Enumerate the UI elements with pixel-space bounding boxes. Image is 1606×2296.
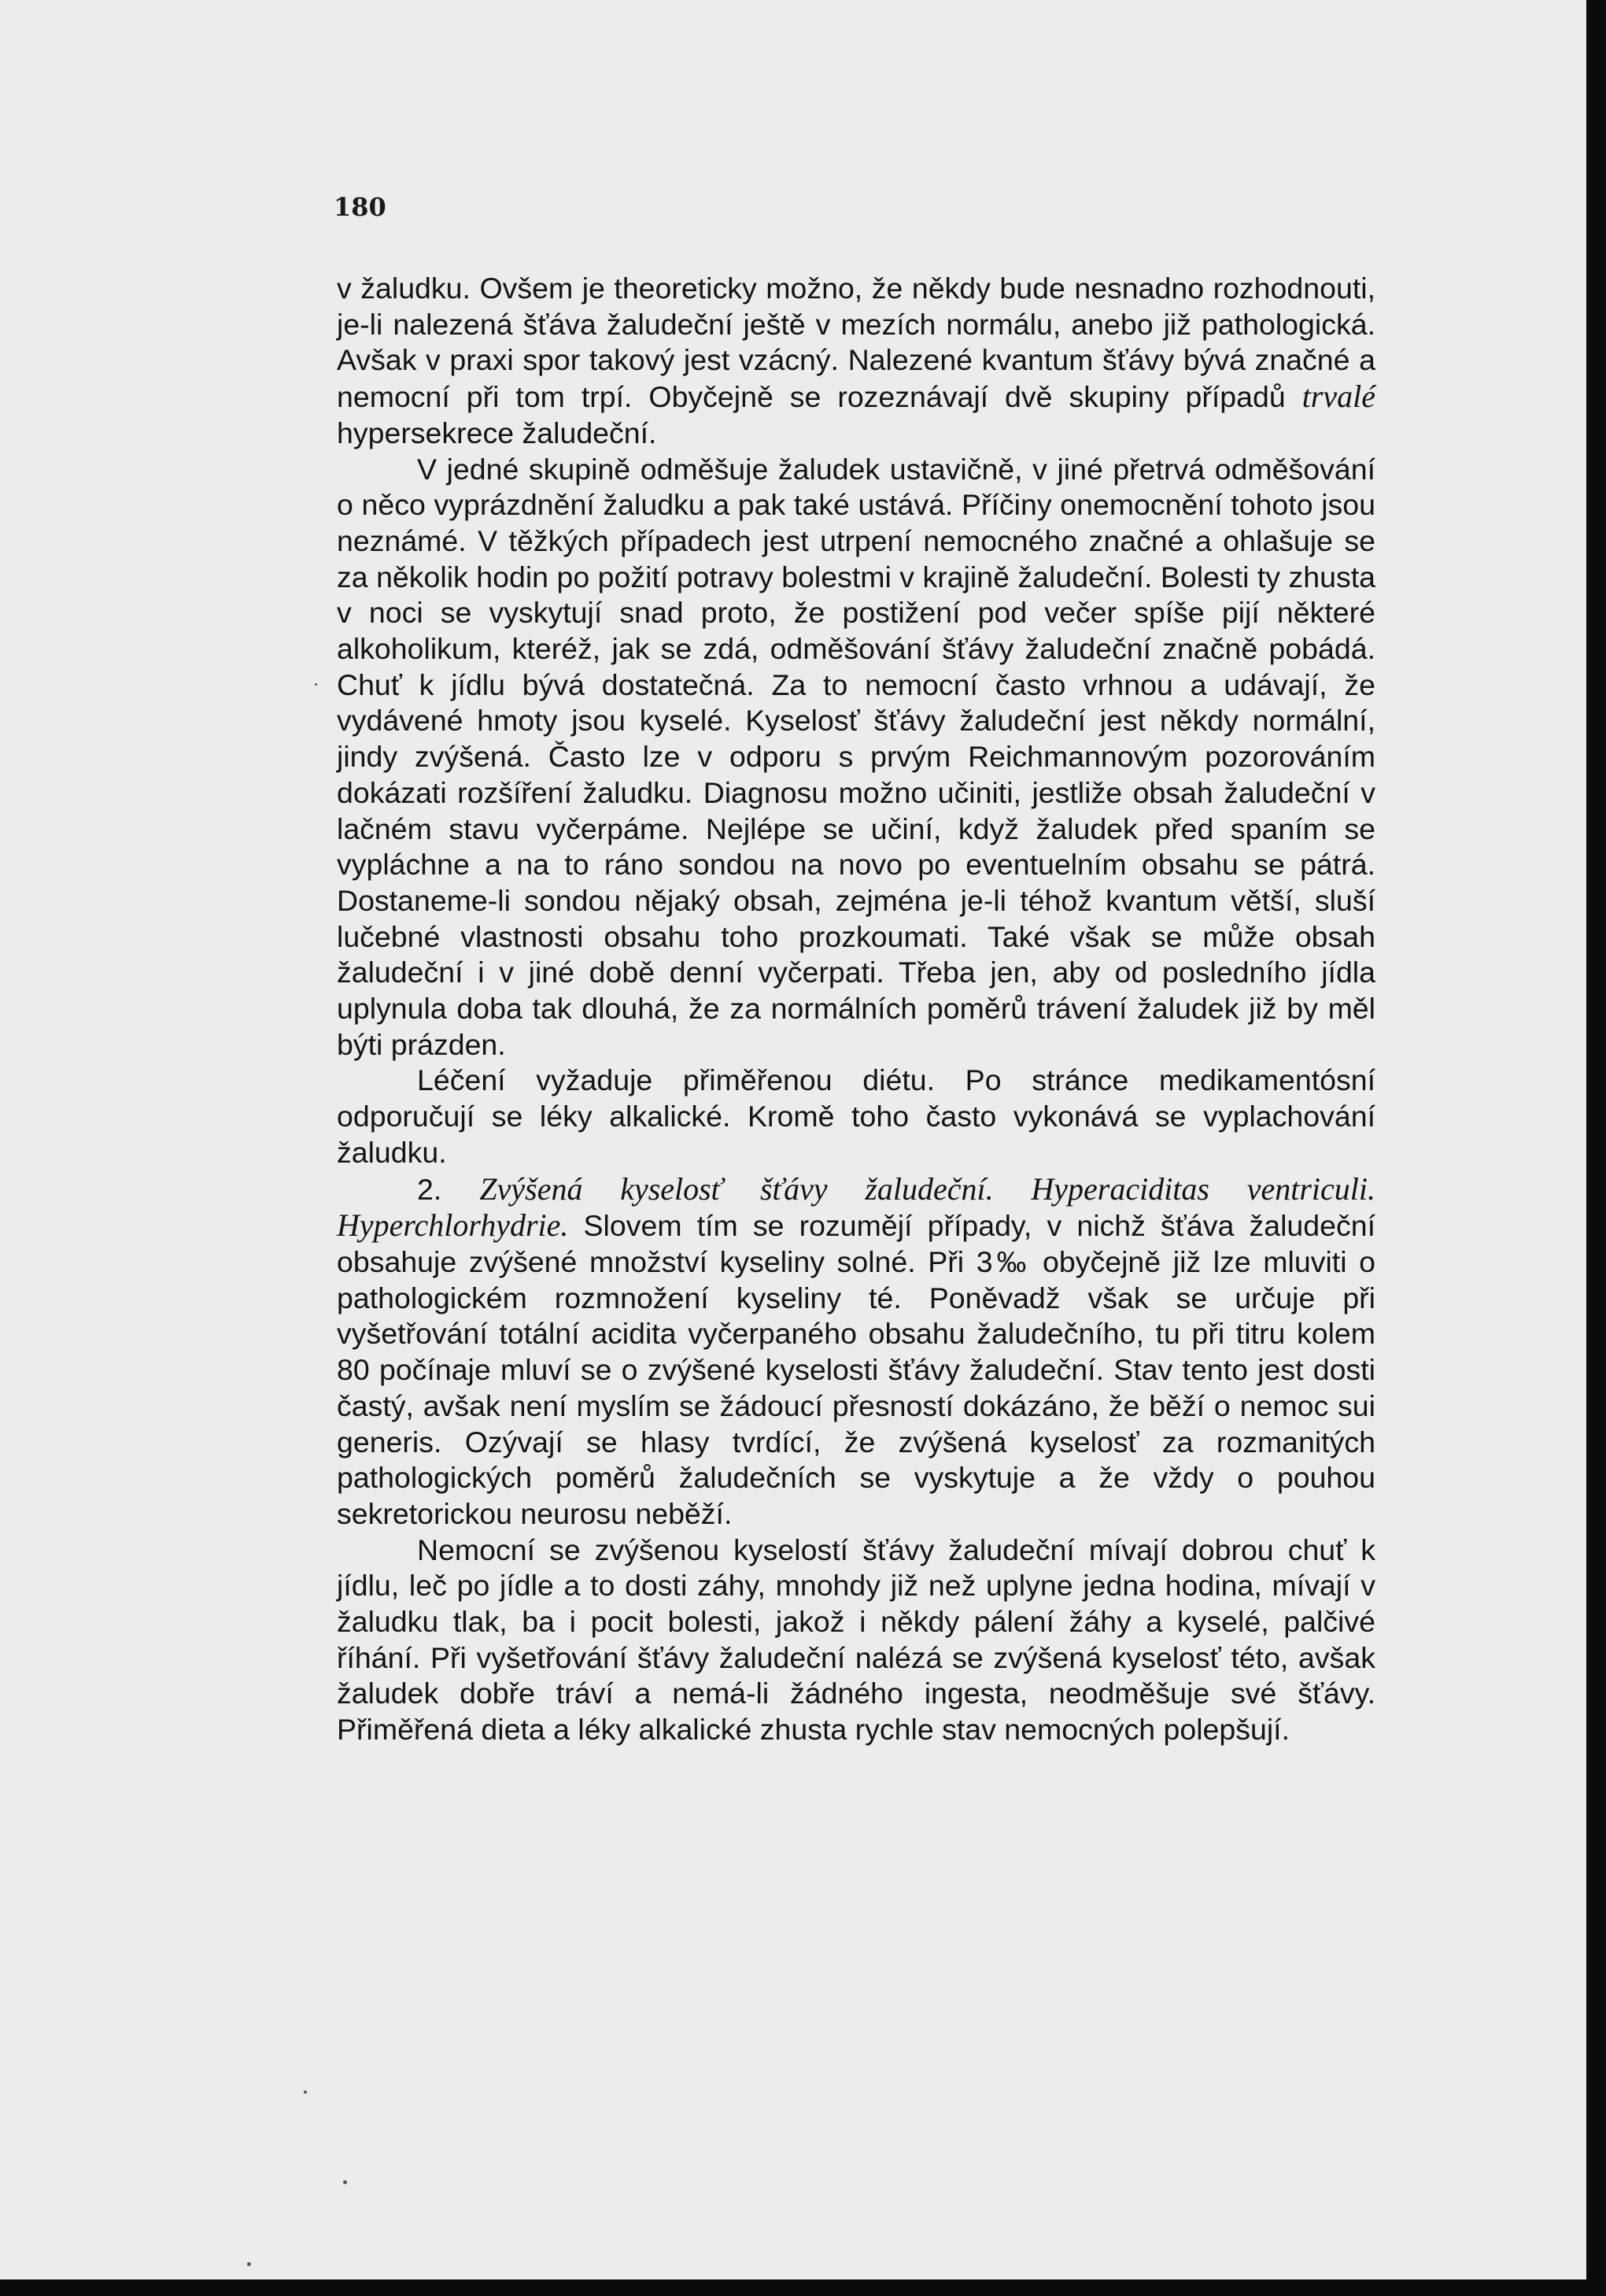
paragraph [337, 452, 1375, 1063]
paragraph [337, 1171, 1375, 1533]
emphasis-text: trvalé [1301, 379, 1375, 415]
text-run: V jedné skupině odměšuje žaludek ustavičně, v jiné přetrvá odměšování o něco vyprázdnění žaludku a pak také ustává. Příčiny onemocnění tohoto jsou neznámé. V těžkých případech jest utrpení nemocného značné a ohlašuje se za několik hodin po požití potravy bolestmi v krajině žaludeční. Bolesti ty zhusta v noci se vyskytují snad proto, že postižení pod večer spíše pijí některé alkoholikum, kteréž, jak se zdá, odměšování šťávy žaludeční značně pobádá. Chuť k jídlu bývá dostatečná. Za to nemocní často vrhnou a udávají, že vydávené hmoty jsou kyselé. Kyselosť šťávy žaludeční jest někdy normální, jindy zvýšená. Často lze v odporu s prvým Reichmannovým pozorováním dokázati rozšíření žaludku. Diagnosu možno učiniti, jestliže obsah žaludeční v lačném stavu vyčerpáme. Nejlépe se učiní, když žaludek před spaním se vypláchne a na to ráno sondou na novo po eventuelním obsahu se pátrá. Dostaneme-li sondou nějaký obsah, zejména je-li téhož kvantum větší, sluší lučebné vlastnosti obsahu toho prozkoumati. Také však se může obsah žaludeční i v jiné době denní vyčerpati. Třeba jen, aby od posledního jídla uplynula doba tak dlouhá, že za normálních poměrů trávení žaludek již by měl býti prázden. [337, 452, 1375, 1061]
page-number: 180 [334, 192, 386, 222]
text-run: 2. [417, 1172, 480, 1206]
text-run: Nemocní se zvýšenou kyselostí šťávy žaludeční mívají dobrou chuť k jídlu, leč po jídle a to dosti záhy, mnohdy již než uplyne jedna hodina, mívají v žaludku tlak, ba i pocit bolesti, jakož i někdy pálení žáhy a kyselé, palčivé říhání. Při vyšetřování šťávy žaludeční nalézá se zvýšená kyselosť této, avšak žaludek dobře tráví a nemá-li žádného ingesta, neodměšuje své šťávy. Přiměřená dieta a léky alkalické zhusta rychle stav nemocných polepšují. [337, 1533, 1375, 1747]
text-run: v žaludku. Ovšem je theoreticky možno, že někdy bude nesnadno rozhodnouti, je-li nalezená šťáva žaludeční ještě v mezích normálu, anebo již pathologická. Avšak v praxi spor takový jest vzácný. Nalezené kvantum šťávy bývá značné a nemocní při tom trpí. Obyčejně se rozeznávají dvě skupiny případů [337, 272, 1375, 414]
scan-speck [315, 683, 317, 686]
body-text [337, 271, 1375, 1748]
section-heading-italic: Zvýšená kyselosť šťávy žaludeční. Hyperaciditas ventriculi. Hyperchlorhydrie. [337, 1170, 1375, 1244]
paragraph [337, 1063, 1375, 1170]
paragraph [337, 271, 1375, 452]
paragraph [337, 1533, 1375, 1748]
text-run: hypersekrece žaludeční. [337, 416, 657, 449]
scan-speck [247, 2262, 251, 2266]
text-run: Léčení vyžaduje přiměřenou diétu. Po stránce medikamentósní odporučují se léky alkalické. Kromě toho často vykonává se vyplachování žaludku. [337, 1063, 1375, 1169]
text-run: Slovem tím se rozumějí případy, v nichž šťáva žaludeční obsahuje zvýšené množství kyseliny solné. Při 3‰ obyčejně již lze mluviti o pathologickém rozmnožení kyseliny té. Poněvadž však se určuje při vyšetřování totální acidita vyčerpaného obsahu žaludečního, tu při titru kolem 80 počínaje mluví se o zvýšené kyselosti šťávy žaludeční. Stav tento jest dosti častý, avšak není myslím se žádoucí přesností dokázáno, že běží o nemoc sui generis. Ozývají se hlasy tvrdící, že zvýšená kyselosť za rozmanitých pathologických poměrů žaludečních se vyskytuje a že vždy o pouhou sekretorickou neurosu neběží. [337, 1209, 1375, 1530]
scan-speck [304, 2091, 307, 2094]
scan-speck [343, 2180, 347, 2184]
